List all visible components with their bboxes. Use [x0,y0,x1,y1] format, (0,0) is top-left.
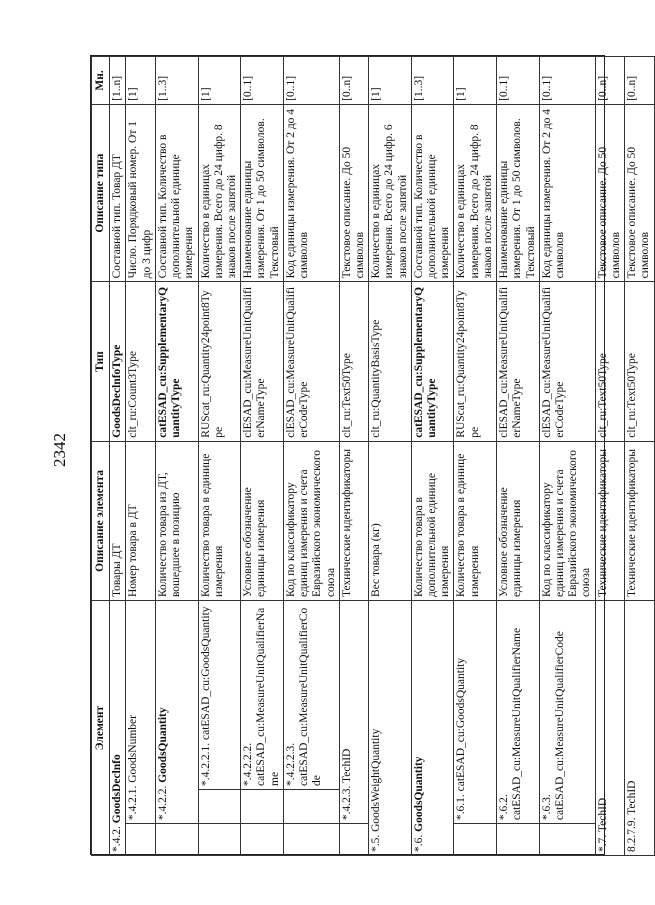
type-desc-cell: Текстовое описание. До 50 символов [595,104,624,282]
element-number: *.4.2.3. [340,785,353,821]
element-desc-cell: Товары ДТ [110,441,126,600]
element-name: catESAD_cu:GoodsQuantity [455,657,468,792]
type-desc-cell: Число. Порядковый номер. От 1 до 3 цифр [126,104,155,282]
header-type-desc: Описание типа [92,104,110,282]
indent-cell [126,824,155,856]
type-cell: clESAD_cu:MeasureUnitQualifierCodeType [539,282,595,441]
type-desc-cell: Составной тип. Количество в дополнительной единице измерения [411,104,454,282]
element-name: catESAD_cu:MeasureUnitQualifierCode [298,607,324,786]
table-row [283,57,339,856]
multiplicity-cell: [0..1] [497,57,540,105]
element-cell [539,601,595,824]
element-name: catESAD_cu:MeasureUnitQualifierName [511,627,524,821]
element-desc-cell: Условное обозначение единицы измерения [241,441,284,600]
indent-cell [241,790,284,824]
table-row [369,57,412,856]
element-desc-cell: Количество товара в единице измерения [198,441,241,600]
element-cell [126,601,155,824]
multiplicity-cell: [1..n] [110,57,126,105]
table-row [110,57,126,856]
type-cell: clt_ru:Text50Type [595,282,624,441]
type-cell: clt_ru:Text50Type [625,282,654,441]
type-cell: GoodsDeclnfoType [110,282,126,441]
element-number: *.4.2. [111,826,124,852]
table-row [339,57,368,856]
indent-cell [198,824,241,856]
element-name: GoodsQuantity [412,756,425,832]
table-row [625,57,654,856]
multiplicity-cell: [1] [369,57,412,105]
indent-cell [155,824,198,856]
element-cell [454,601,497,824]
element-desc-cell: Технические идентификаторы [595,441,624,600]
type-cell: clt_ru:Count3Type [126,282,155,441]
element-cell [283,601,339,790]
element-cell [411,601,454,856]
type-desc-cell: Код единицы измерения. От 2 до 4 символов [283,104,339,282]
element-desc-cell: Код по классификатору единиц измерения и счета Евразийского экономического союза [283,441,339,600]
indent-cell [497,824,540,856]
type-cell: clESAD_cu:MeasureUnitQualifierNameType [497,282,540,441]
element-cell [595,601,624,856]
type-desc-cell: Составной тип. Товар ДТ [110,104,126,282]
element-number: *.4.2.2.1. [199,742,212,786]
element-number: *.6. [412,834,425,852]
element-number: *.6.2. [498,794,511,821]
page-number [40,410,80,490]
multiplicity-cell: [1] [126,57,155,105]
element-name: GoodsDeclnfo [111,754,124,824]
element-name: TechID [596,797,609,833]
element-number: *.5. [370,834,383,852]
type-desc-cell: Текстовое описание. До 50 символов [339,104,368,282]
spec-table [91,56,655,856]
element-number: *.7. [596,834,609,852]
type-cell: clt_ru:QuantityBasisType [369,282,412,441]
multiplicity-cell: [0..n] [339,57,368,105]
element-name: GoodsWeightQuantity [370,728,383,832]
header-multiplicity: Мн. [92,57,110,105]
multiplicity-cell: [1] [454,57,497,105]
element-cell [339,601,368,824]
type-desc-cell: Текстовое описание. До 50 символов [625,104,654,282]
type-desc-cell: Количество в единицах измерения. Всего до 24 цифр. 8 знаков после запятой [198,104,241,282]
indent-cell [539,824,595,856]
type-desc-cell: Количество в единицах измерения. Всего до 24 цифр. 8 знаков после запятой [454,104,497,282]
spec-table-frame [90,55,652,855]
element-desc-cell: Количество товара в дополнительной единице измерения [411,441,454,600]
indent-cell [283,824,339,856]
element-name: TechID [340,748,353,783]
table-row [241,57,284,856]
multiplicity-cell: [1] [198,57,241,105]
table-row [454,57,497,856]
multiplicity-cell: [0..n] [625,57,654,105]
type-desc-cell: Код единицы измерения. От 2 до 4 символов [539,104,595,282]
element-desc-cell: Номер товара в ДТ [126,441,155,600]
rotated-table-wrapper [91,56,652,856]
multiplicity-cell: [1..3] [155,57,198,105]
header-element-desc: Описание элемента [92,441,110,600]
indent-cell [198,790,241,824]
type-cell: RUScat_ru:Quantity24point8Type [454,282,497,441]
element-name: TechID [626,780,639,815]
element-cell [625,601,654,856]
table-header-row [92,57,110,856]
table-row [155,57,198,856]
type-cell: clESAD_cu:MeasureUnitQualifierCodeType [283,282,339,441]
page-number-text: 2342 [50,433,69,467]
table-row [198,57,241,856]
element-cell [497,601,540,824]
type-desc-cell: Составной тип. Количество в дополнительной единице измерения [155,104,198,282]
element-name: GoodsQuantity [156,707,169,783]
element-cell [110,601,126,856]
multiplicity-cell: [0..1] [283,57,339,105]
indent-cell [283,790,339,824]
element-name: catESAD_cu:GoodsQuantity [199,606,212,740]
element-desc-cell: Код по классификатору единиц измерения и счета Евразийского экономического союза [539,441,595,600]
element-number: *.4.2.2.2. [242,742,255,786]
type-desc-cell: Количество в единицах измерения. Всего до 24 цифр. 6 знаков после запятой [369,104,412,282]
element-cell [155,601,198,824]
type-cell: clt_ru:Text50Type [339,282,368,441]
header-element: Элемент [92,601,110,856]
table-row [497,57,540,856]
indent-cell [241,824,284,856]
table-row [126,57,155,856]
element-desc-cell: Технические идентификаторы [625,441,654,600]
element-name: GoodsNumber [127,715,140,783]
element-desc-cell: Количество товара в единице измерения [454,441,497,600]
element-number: *.6.1. [455,794,468,821]
element-cell [198,601,241,790]
multiplicity-cell: [0..1] [241,57,284,105]
element-number: *.4.2.1. [127,785,140,821]
type-cell: RUScat_ru:Quantity24point8Type [198,282,241,441]
type-cell: catESAD_cu:SupplementaryQuantityType [155,282,198,441]
element-desc-cell: Технические идентификаторы [339,441,368,600]
element-desc-cell: Условное обозначение единицы измерения [497,441,540,600]
element-number: 8.2.7.9. [626,817,639,852]
element-cell [241,601,284,790]
element-name: catESAD_cu:MeasureUnitQualifierCode [554,631,566,821]
element-number: *.4.2.2.3. [284,742,297,786]
element-cell [369,601,412,856]
indent-cell [454,824,497,856]
multiplicity-cell: [0..1] [539,57,595,105]
element-number: *.4.2.2. [156,785,169,821]
table-row [595,57,624,856]
type-cell: catESAD_cu:SupplementaryQuantityType [411,282,454,441]
table-row [411,57,454,856]
element-desc-cell: Вес товара (кг) [369,441,412,600]
multiplicity-cell: [1..3] [411,57,454,105]
indent-cell [339,824,368,856]
element-number: *.6.3. [540,794,553,821]
type-desc-cell: Наименование единицы измерения. От 1 до 50 символов. Текстовый [241,104,284,282]
element-desc-cell: Количество товара из ДТ, вошедшее в позицию [155,441,198,600]
type-cell: clESAD_cu:MeasureUnitQualifierNameType [241,282,284,441]
type-desc-cell: Наименование единицы измерения. От 1 до 50 символов. Текстовый [497,104,540,282]
multiplicity-cell: [0..n] [595,57,624,105]
header-type: Тип [92,282,110,441]
table-row [539,57,595,856]
element-name: catESAD_cu:MeasureUnitQualifierName [255,607,281,786]
